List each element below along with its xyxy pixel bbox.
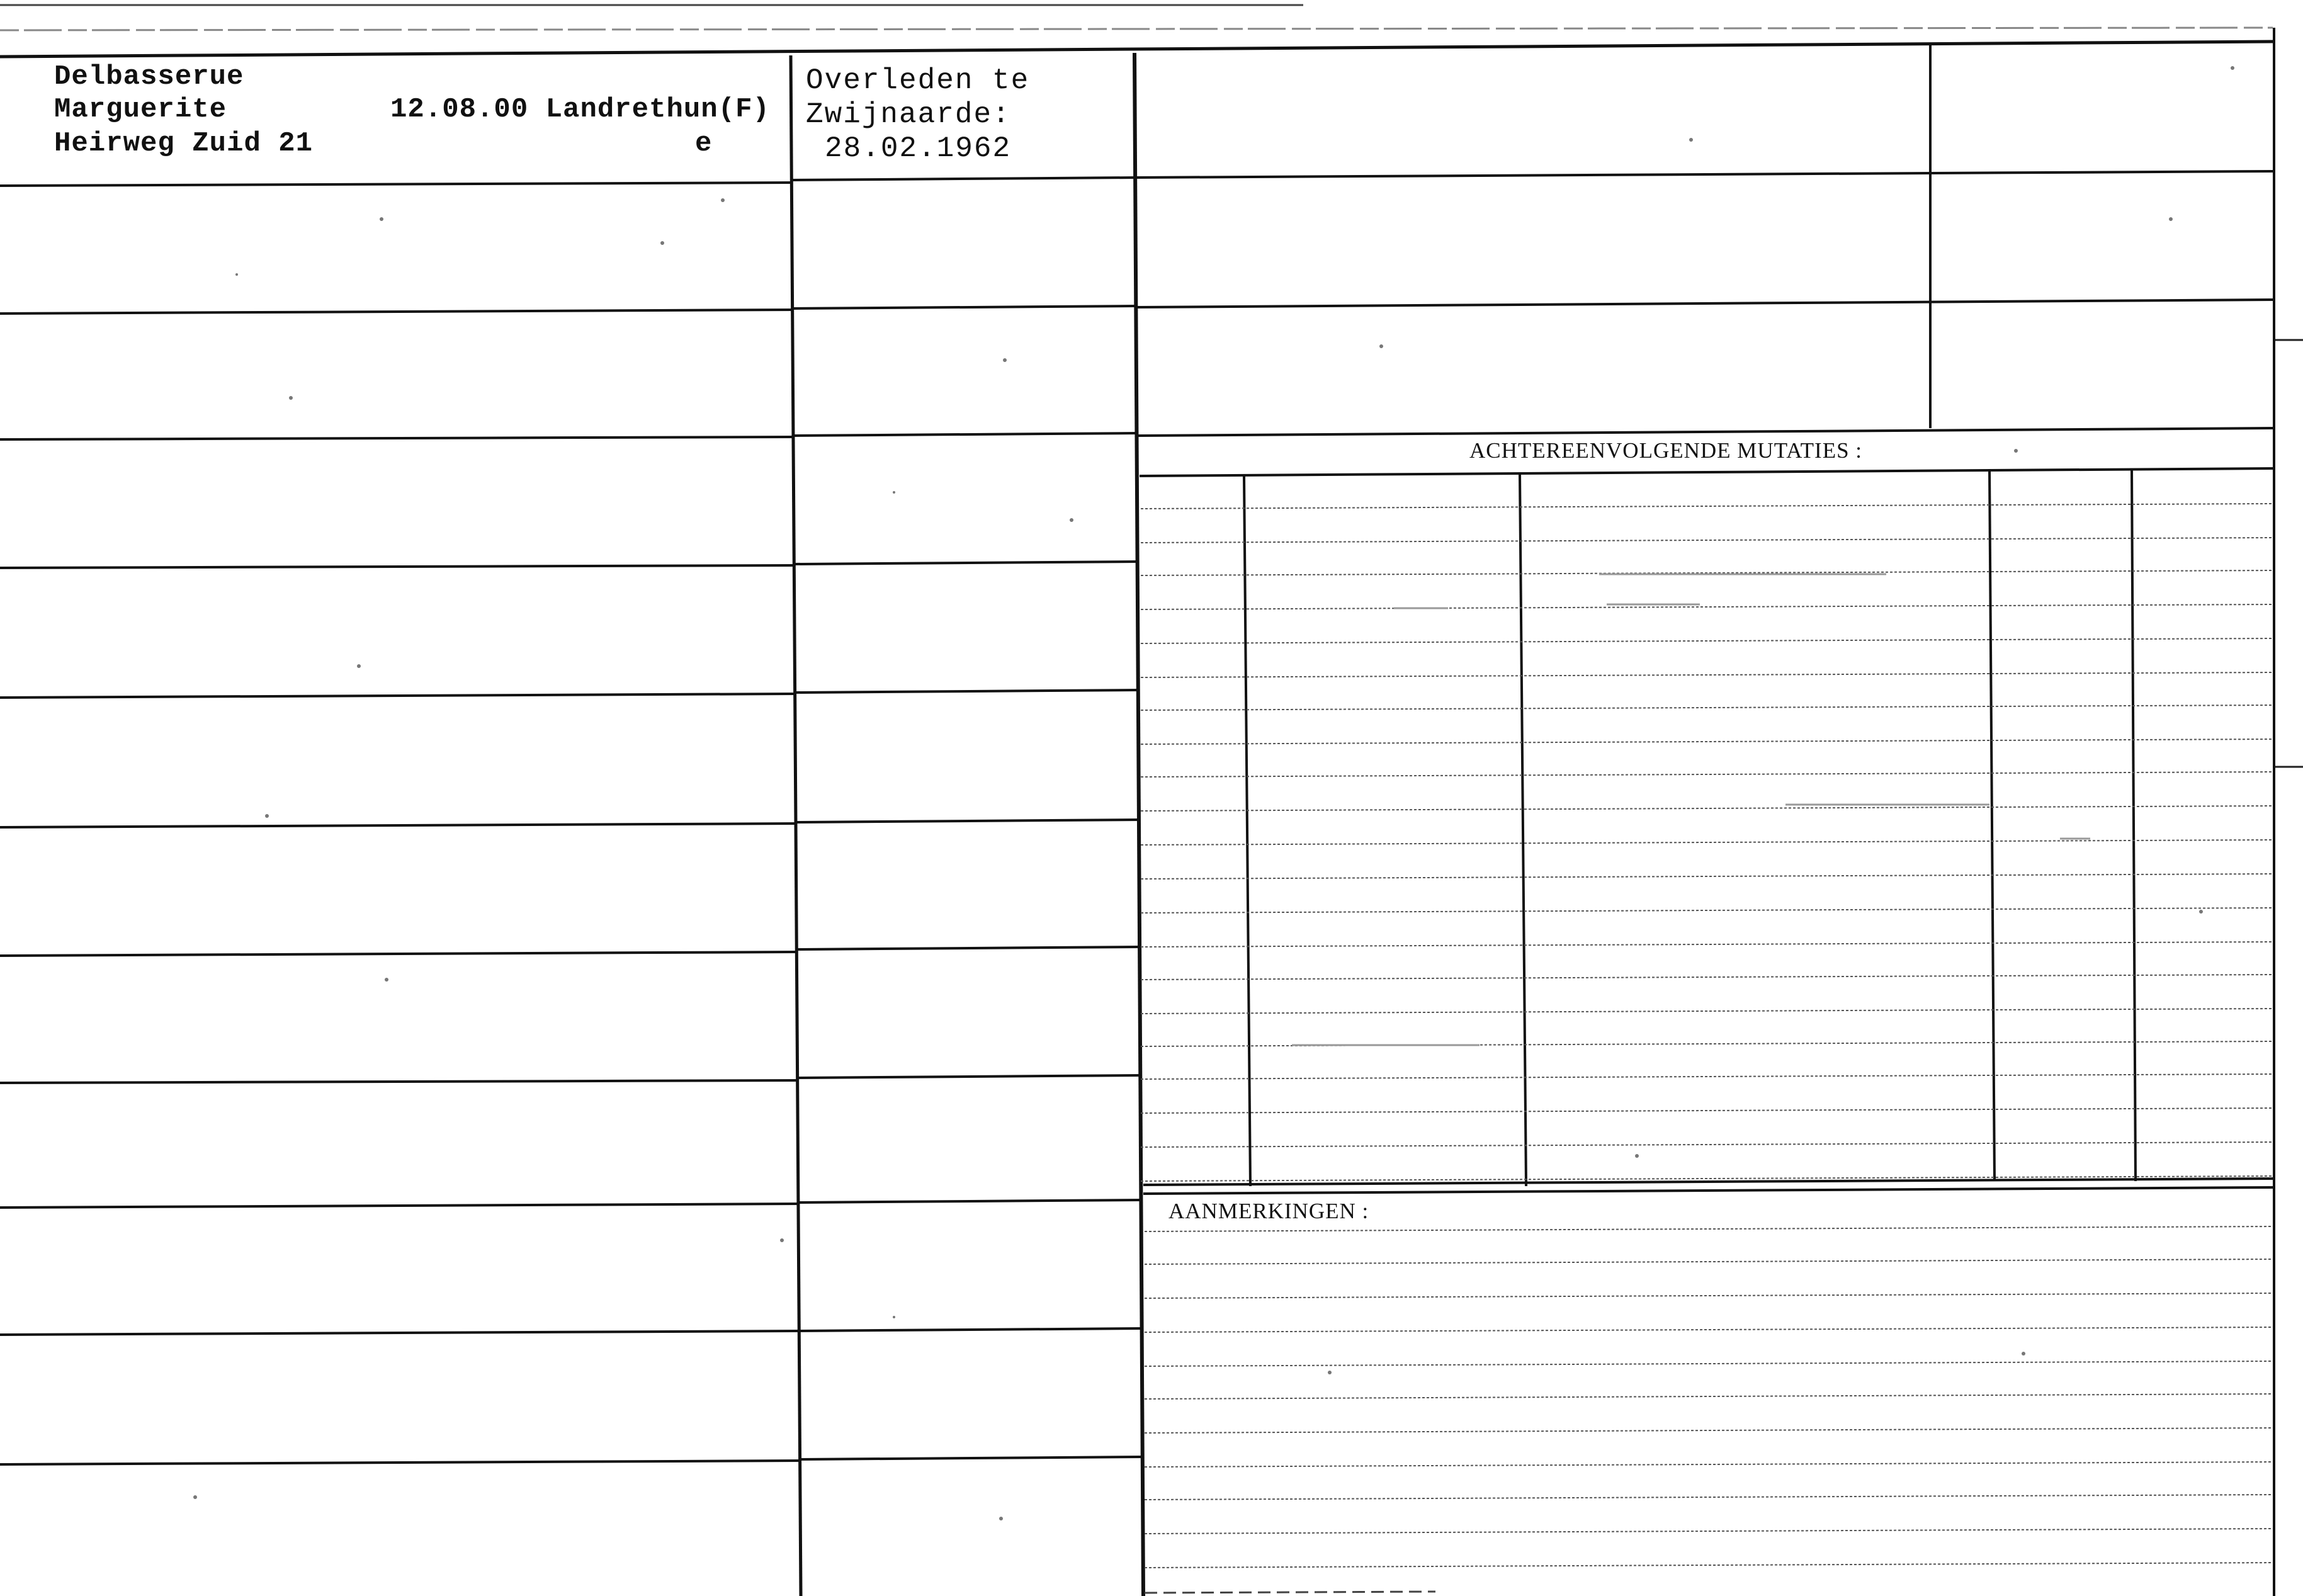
status-mark: e (695, 128, 713, 159)
death-note-line-2: Zwijnaarde: (806, 98, 1011, 131)
remarks-heading: AANMERKINGEN : (1168, 1199, 1369, 1223)
surname: Delbasserue (54, 61, 244, 93)
death-note-line-1: Overleden te (806, 64, 1030, 97)
death-date: 28.02.1962 (825, 132, 1012, 165)
mutations-heading: ACHTEREENVOLGENDE MUTATIES : (1469, 438, 1863, 463)
birth-date-place: 12.08.00 Landrethun(F) (390, 94, 770, 125)
given-name: Marguerite (54, 94, 227, 125)
address: Heirweg Zuid 21 (54, 128, 314, 159)
